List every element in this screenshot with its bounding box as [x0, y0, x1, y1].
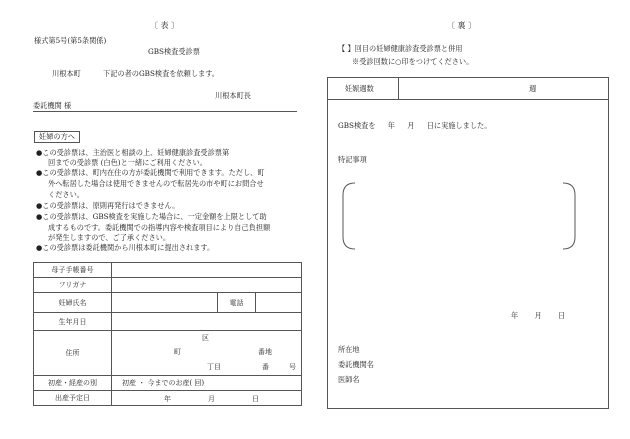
due-field[interactable] [112, 391, 302, 406]
weeks-label: 妊娠週数 [345, 84, 374, 93]
gbs-test-line: GBS検査を 年 月 日に実施しました。 [338, 121, 492, 130]
remarks-brackets [341, 181, 577, 251]
combined-use-line: 【 】回目の妊婦健康診査受診票と併用 [338, 44, 463, 53]
due-month: 月 [208, 395, 215, 403]
location-label: 所在地 [338, 345, 360, 354]
form-title: GBS検査受診票 [148, 47, 200, 56]
notice-line-6: ●この受診票は、原則再発行はできません。 [36, 201, 180, 210]
boshi-label: 母子手帳番号 [34, 263, 112, 278]
notice-line-8: 成するものです。委託機関での指導内容や検査項目により自己負担額 [48, 223, 271, 232]
table-row [34, 313, 302, 331]
request-town: 川根本町 [52, 69, 81, 78]
request-text: 下記の者のGBS検査を依頼します。 [103, 69, 219, 78]
notice-line-4: 外へ転居した場合は使用できませんので転居先の市や町にお問合せ [48, 179, 264, 188]
parity-field[interactable]: 初産 ・ 今までのお産( 回) [112, 376, 302, 391]
phone-field[interactable] [256, 293, 302, 313]
visit-count-note: ※受診回数に○印をつけてください。 [352, 57, 474, 66]
chome-label: 丁目 [207, 363, 221, 371]
due-year: 年 [164, 395, 171, 403]
weeks-divider [398, 78, 399, 99]
front-heading: 〔 表 〕 [150, 21, 180, 30]
ku-label: 区 [202, 334, 209, 342]
addressee: 委託機関 様 [33, 101, 72, 110]
dob-label: 生年月日 [34, 313, 112, 331]
form-number: 様式第5号(第5条関係) [34, 36, 107, 45]
institution-label: 委託機関名 [338, 360, 374, 369]
notice-line-1: ●この受診票は、主治医と相談の上、妊婦健康診査受診票第 [36, 148, 230, 157]
table-row [34, 376, 302, 391]
ban-label: 番 [262, 363, 269, 371]
cho-label: 町 [174, 348, 181, 356]
parity-label: 初産・経産の別 [34, 376, 112, 391]
doctor-label: 医師名 [338, 375, 360, 384]
weeks-row [328, 78, 608, 100]
notice-line-2: 回までの受診票 (白色)と一緒にご利用ください。 [48, 158, 207, 167]
table-row [34, 263, 302, 278]
dob-field[interactable] [112, 313, 302, 331]
go-label: 号 [289, 363, 296, 371]
name-field[interactable] [112, 293, 218, 313]
weeks-unit: 週 [529, 84, 537, 93]
notice-line-3: ●この受診票は、町内在住の方が委託機関で利用できます。ただし、町 [36, 168, 265, 177]
notice-line-5: ください。 [48, 190, 84, 199]
notice-line-9: が発生しますので、ご了承ください。 [48, 233, 171, 242]
furigana-field[interactable] [112, 278, 302, 293]
table-row [34, 331, 302, 376]
address-label: 住所 [34, 331, 112, 376]
name-label: 妊婦氏名 [34, 293, 112, 313]
banchi-label: 番地 [258, 348, 272, 356]
patient-info-table [33, 262, 302, 406]
phone-label: 電話 [218, 293, 256, 313]
furigana-label: フリガナ [34, 278, 112, 293]
table-row [34, 293, 302, 313]
address-field[interactable] [112, 331, 302, 376]
due-day: 日 [252, 395, 259, 403]
notice-line-10: ●この受診票は委託機関から川根本町に提出されます。 [36, 243, 215, 252]
addressee-underline [33, 111, 297, 112]
table-row [34, 391, 302, 406]
remarks-label: 特記事項 [338, 155, 367, 164]
issuer: 川根本町長 [215, 91, 251, 100]
boshi-field[interactable] [112, 263, 302, 278]
back-heading: 〔 裏 〕 [447, 21, 477, 30]
notice-line-7: ●この受診票は、GBS検査を実施した場合に、一定金額を上限として助 [36, 212, 267, 221]
due-label: 出産予定日 [34, 391, 112, 406]
sign-date: 年 月 日 [511, 311, 566, 320]
notice-heading: 妊婦の方へ [34, 131, 80, 143]
table-row [34, 278, 302, 293]
